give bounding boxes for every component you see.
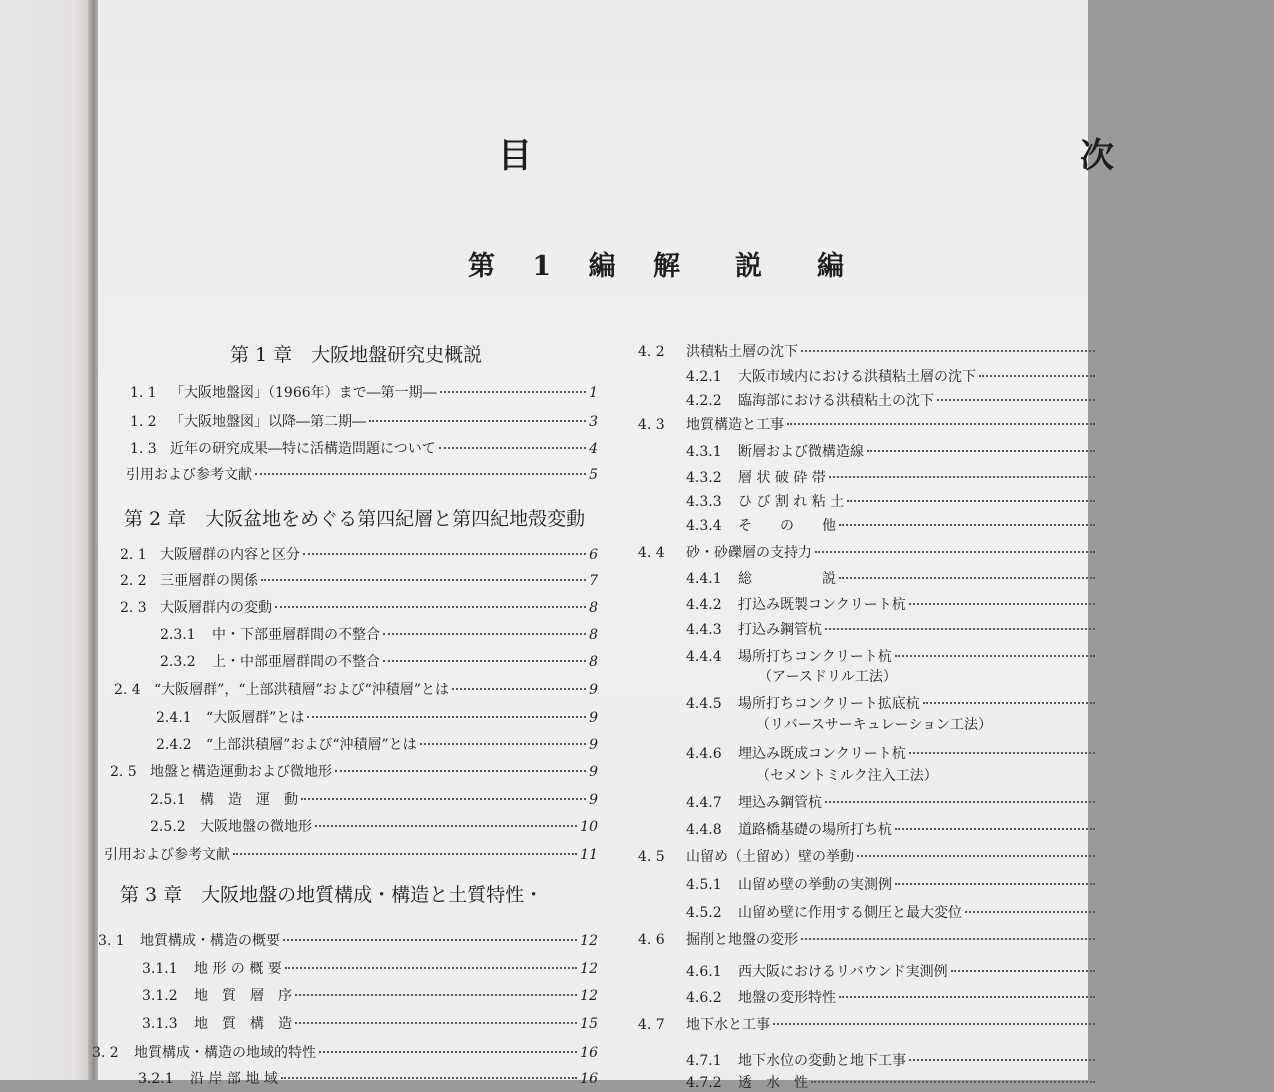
toc-entry: 4.2.1 大阪市域内における洪積粘土層の沈下 [686, 366, 1098, 386]
toc-entry: 4.4.7 埋込み鋼管杭 [686, 792, 1098, 812]
toc-entry: 3. 2 地質構成・構造の地域的特性 16 [92, 1045, 598, 1061]
toc-entry: 4.4.6 埋込み既成コンクリート杭 [686, 743, 1098, 763]
toc-entry: 4.4.2 打込み既製コンクリート杭 [686, 594, 1098, 614]
toc-entry: 3.1.3 地 質 構 造 15 [142, 1016, 598, 1032]
toc-entry: 4. 5 山留め（土留め）壁の挙動 [638, 846, 1098, 866]
toc-entry: 4.5.1 山留め壁の挙動の実測例 [686, 874, 1098, 894]
toc-entry: 4.7.1 地下水位の変動と地下工事 [686, 1050, 1098, 1070]
toc-entry: 4. 4 砂・砂礫層の支持力 [638, 542, 1098, 562]
toc-entry: 2.5.2 大阪地盤の微地形 10 [150, 819, 598, 835]
toc-entry: 2.4.1 “大阪層群”とは 9 [156, 710, 598, 726]
toc-entry: 引用および参考文献 11 [104, 847, 598, 863]
toc-entry: 4. 3 地質構造と工事 [638, 414, 1098, 434]
toc-entry: 4.7.2 透 水 性 [686, 1072, 1098, 1092]
part-heading: 第 1 編 解 説 編 [468, 251, 858, 282]
toc-entry: 1. 1 「大阪地盤図」（1966年）まで―第一期― 1 [130, 385, 598, 401]
toc-entry: 2.3.2 上・中部亜層群間の不整合 8 [160, 654, 598, 670]
toc-entry: 4.2.2 臨海部における洪積粘土の沈下 [686, 390, 1098, 410]
toc-entry: 2. 3 大阪層群内の変動 8 [120, 600, 598, 616]
toc-entry: 4.3.2 層 状 破 砕 帯 [686, 467, 1098, 487]
toc-entry: 3.1.1 地 形 の 概 要 12 [142, 961, 598, 977]
toc-entry: 1. 2 「大阪地盤図」以降―第二期― 3 [130, 414, 598, 430]
toc-entry: 引用および参考文献 5 [126, 467, 598, 483]
toc-entry: 4. 2 洪積粘土層の沈下 [638, 341, 1098, 361]
toc-entry: 4.6.1 西大阪におけるリバウンド実測例 [686, 961, 1098, 981]
toc-entry: 3. 1 地質構成・構造の概要 12 [98, 933, 598, 949]
toc-entry: 2.5.1 構 造 運 動 9 [150, 792, 598, 808]
toc-entry: 2.4.2 “上部洪積層”および“沖積層”とは 9 [156, 737, 598, 753]
toc-entry: 4.4.4 場所打ちコンクリート杭 [686, 646, 1098, 666]
toc-entry: 2. 5 地盤と構造運動および微地形 9 [110, 764, 598, 780]
chapter-2-heading: 第 2 章 大阪盆地をめぐる第四紀層と第四紀地殻変動 [124, 508, 586, 530]
toc-entry: 4.5.2 山留め壁に作用する側圧と最大変位 [686, 902, 1098, 922]
chapter-3-heading: 第 3 章 大阪地盤の地質構成・構造と土質特性・ [120, 884, 544, 906]
toc-entry: 3.1.2 地 質 層 序 12 [142, 988, 598, 1004]
toc-entry: 4.3.1 断層および微構造線 [686, 441, 1098, 461]
toc-entry: 2. 4 “大阪層群”，“上部洪積層”および“沖積層”とは 9 [114, 682, 598, 698]
toc-entry: 1. 3 近年の研究成果―特に活構造問題について 4 [130, 441, 598, 457]
method-note: （リバースサーキュレーション工法） [756, 717, 993, 733]
toc-entry: 3.2.1 沿 岸 部 地 域 16 [138, 1071, 598, 1087]
toc-entry: 2. 2 三亜層群の関係 7 [120, 573, 598, 589]
toc-entry: 4.4.8 道路橋基礎の場所打ち杭 [686, 819, 1098, 839]
chapter-1-heading: 第 1 章 大阪地盤研究史概説 [230, 344, 483, 366]
toc-entry: 4.3.3 ひ び 割 れ 粘 土 [686, 491, 1098, 511]
toc-entry: 4.3.4 そ の 他 [686, 515, 1098, 535]
toc-entry: 4. 7 地下水と工事 [638, 1014, 1098, 1034]
toc-entry: 2.3.1 中・下部亜層群間の不整合 8 [160, 627, 598, 643]
toc-entry: 4.6.2 地盤の変形特性 [686, 987, 1098, 1007]
toc-page [92, 0, 1274, 1091]
toc-entry: 4.4.5 場所打ちコンクリート拡底杭 [686, 693, 1098, 713]
toc-entry: 4. 6 掘削と地盤の変形 [638, 929, 1098, 949]
facing-page-edge [0, 0, 92, 1080]
toc-entry: 4.4.3 打込み鋼管杭 [686, 619, 1098, 639]
method-note: （セメントミルク注入工法） [756, 768, 938, 784]
toc-entry: 2. 1 大阪層群の内容と区分 6 [120, 547, 598, 563]
method-note: （アースドリル工法） [758, 669, 897, 685]
toc-entry: 4.4.1 総 説 [686, 568, 1098, 588]
page-title: 目 次 [498, 136, 1274, 176]
